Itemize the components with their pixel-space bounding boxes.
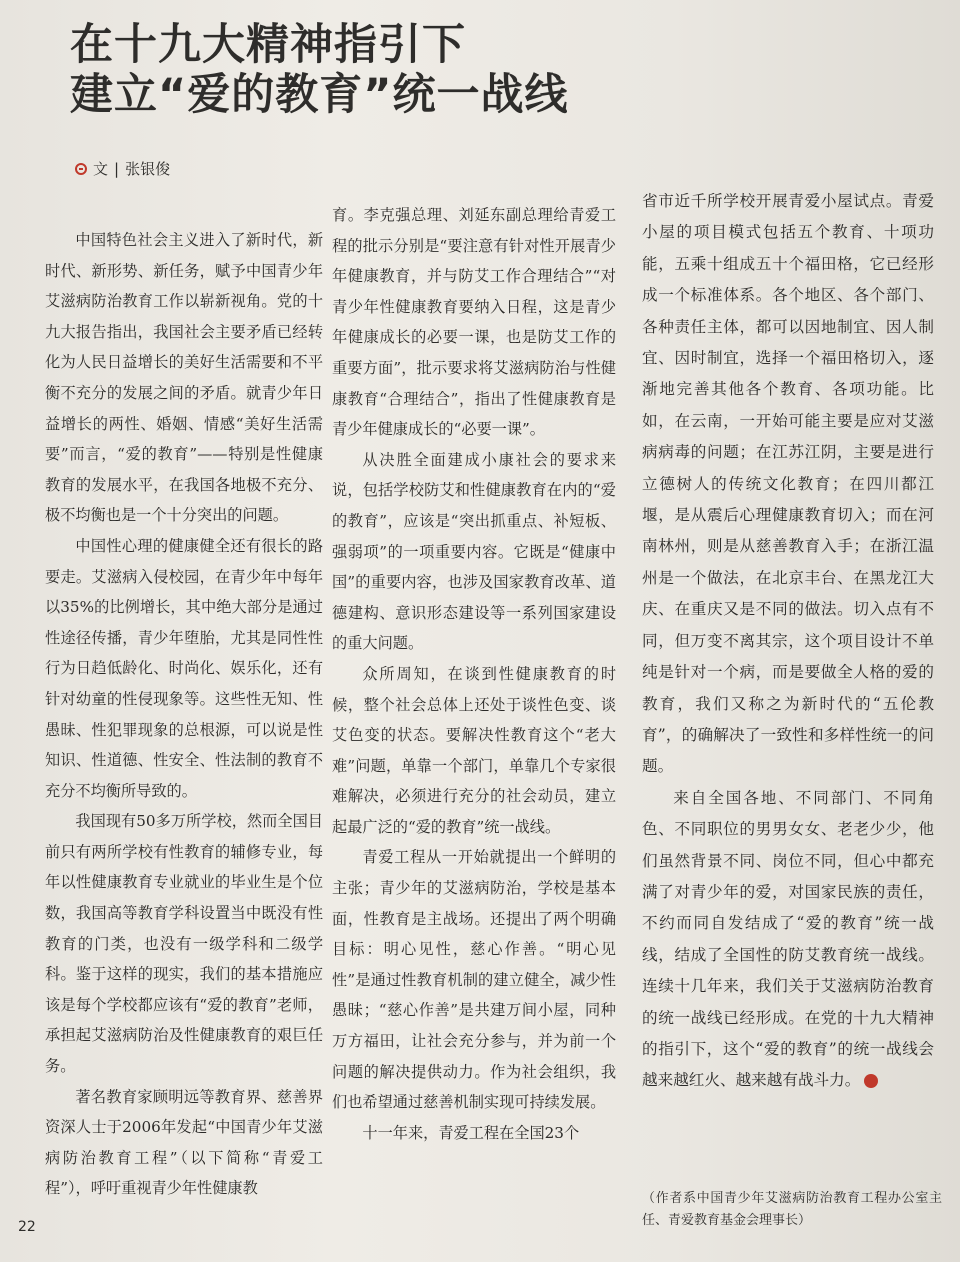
byline-prefix: 文 (93, 160, 109, 178)
byline (75, 158, 170, 179)
end-mark-icon (864, 1074, 878, 1088)
paragraph: 省市近千所学校开展青爱小屋试点。青爱小屋的项目模式包括五个教育、十项功能，五乘十组成五十个福田格，它已经形成一个标准体系。各个地区、各个部门、各种责任主体，都可以因地制宜、因人制宜、因时制宜，选择一个福田格切入，逐渐地完善其他各个教育、各项功能。比如，在云南，一开始可能主要是应对艾滋病病毒的问题；在江苏江阴，主要是进行立德树人的传统文化教育；在四川都江堰，是从震后心理健康教育切入；而在河南林州，则是从慈善教育入手；在浙江温州是一个做法，在北京丰台、在黑龙江大庆、在重庆又是不同的做法。切入点有不同，但万变不离其宗，这个项目设计不单纯是针对一个病，而是要做全人格的爱的教育，我们又称之为新时代的“五伦教育”，的确解决了一致性和多样性统一的问题。 (642, 192, 934, 776)
paragraph: 青爱工程从一开始就提出一个鲜明的主张；青少年的艾滋病防治，学校是基本面，性教育是主战场。还提出了两个明确目标：明心见性，慈心作善。“明心见性”是通过性教育机制的建立健全，减少性愚昧；“慈心作善”是共建万间小屋，同种万方福田，让社会充分参与，并为前一个问题的解决提供动力。作为社会组织，我们也希望通过慈善机制实现可持续发展。 (332, 848, 616, 1112)
paragraph: 育。李克强总理、刘延东副总理给青爱工程的批示分别是“要注意有针对性开展青少年健康教育，并与防艾工作合理结合”“对青少年性健康教育要纳入日程，这是青少年健康成长的必要一课，也是防艾工作的重要方面”，批示要求将艾滋病防治与性健康教育“合理结合”，指出了性健康教育是青少年健康成长的“必要一课”。 (332, 206, 616, 439)
text-column-3 (642, 186, 934, 1097)
pen-icon (75, 163, 87, 175)
text-column-1 (45, 225, 323, 1204)
paragraph: 著名教育家顾明远等教育界、慈善界资深人士于2006年发起“中国青少年艾滋病防治教育工程”（以下简称“青爱工程”），呼吁重视青少年性健康教 (45, 1087, 323, 1198)
article-title (70, 20, 630, 120)
paragraph: 从决胜全面建成小康社会的要求来说，包括学校防艾和性健康教育在内的“爱的教育”，应该是“突出抓重点、补短板、强弱项”的一项重要内容。它既是“健康中国”的重要内容，也涉及国家教育改革、道德建构、意识形态建设等一系列国家建设的重大问题。 (332, 450, 616, 653)
paragraph: 中国特色社会主义进入了新时代，新时代、新形势、新任务，赋予中国青少年艾滋病防治教育工作以崭新视角。党的十九大报告指出，我国社会主要矛盾已经转化为人民日益增长的美好生活需要和不平衡不充分的发展之间的矛盾。就青少年日益增长的两性、婚姻、情感“美好生活需要”而言，“爱的教育”——特别是性健康教育的发展水平，在我国各地极不充分、极不均衡也是一个十分突出的问题。 (45, 231, 323, 525)
paragraph: 我国现有50多万所学校，然而全国目前只有两所学校有性教育的辅修专业，每年以性健康教育专业就业的毕业生是个位数，我国高等教育学科设置当中既没有性教育的门类，也没有一级学科和二级学科。鉴于这样的现实，我们的基本措施应该是每个学校都应该有“爱的教育”老师，承担起艾滋病防治及性健康教育的艰巨任务。 (45, 812, 323, 1076)
page-number: 22 (18, 1219, 36, 1235)
title-line-1: 在十九大精神指引下 (70, 20, 466, 70)
title-line-2: 建立“爱的教育”统一战线 (70, 70, 569, 120)
author-note: （作者系中国青少年艾滋病防治教育工程办公室主任、青爱教育基金会理事长） (642, 1191, 942, 1228)
paragraph: 众所周知，在谈到性健康教育的时候，整个社会总体上还处于谈性色变、谈艾色变的状态。要解决性教育这个“老大难”问题，单靠一个部门，单靠几个专家很难解决，必须进行充分的社会动员，建立起最广泛的“爱的教育”统一战线。 (332, 664, 616, 836)
paragraph-final (642, 783, 934, 1097)
text-column-2 (332, 200, 616, 1148)
paragraph: 十一年来，青爱工程在全国23个 (362, 1123, 580, 1142)
paragraph: 中国性心理的健康健全还有很长的路要走。艾滋病入侵校园，在青少年中每年以35%的比例增长，其中绝大部分是通过性途径传播，青少年堕胎，尤其是同性性行为日趋低龄化、时尚化、娱乐化，还有针对幼童的性侵现象等。这些性无知、性愚昧、性犯罪现象的总根源，可以说是性知识、性道德、性安全、性法制的教育不充分不均衡所导致的。 (45, 536, 323, 800)
byline-author: 张银俊 (125, 160, 171, 178)
byline-separator: | (114, 159, 120, 178)
paragraph-text: 来自全国各地、不同部门、不同角色、不同职位的男男女女、老老少少，他们虽然背景不同、岗位不同，但心中都充满了对青少年的爱，对国家民族的责任，不约而同自发结成了“爱的教育”统一战线，结成了全国性的防艾教育统一战线。连续十几年来，我们关于艾滋病防治教育的统一战线已经形成。在党的十九大精神的指引下，这个“爱的教育”的统一战线会越来越红火、越来越有战斗力。 (642, 788, 934, 1090)
